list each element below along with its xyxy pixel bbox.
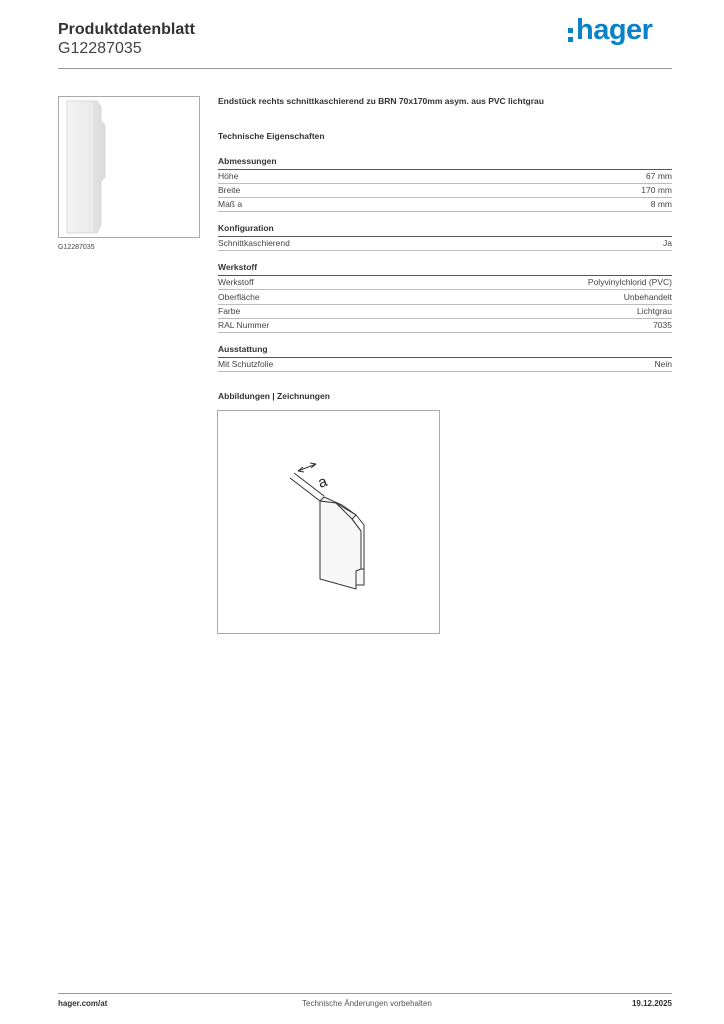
row-key: Schnittkaschierend bbox=[218, 238, 290, 248]
row-key: Werkstoff bbox=[218, 277, 254, 287]
product-description: Endstück rechts schnittkaschierend zu BRN 70x170mm asym. aus PVC lichtgrau bbox=[218, 96, 544, 106]
footer-website-link[interactable]: hager.com/at bbox=[58, 999, 108, 1008]
table-row bbox=[218, 291, 672, 305]
footer-disclaimer: Technische Änderungen vorbehalten bbox=[302, 999, 432, 1008]
row-value: Nein bbox=[654, 359, 672, 369]
row-value: Polyvinylchlorid (PVC) bbox=[587, 277, 672, 287]
row-value: Lichtgrau bbox=[637, 306, 672, 316]
hager-logo[interactable] bbox=[568, 14, 652, 48]
tech-heading: Technische Eigenschaften bbox=[218, 131, 325, 141]
dimension-label-a: a bbox=[315, 472, 330, 492]
product-image-caption: G12287035 bbox=[58, 244, 95, 251]
section-heading-konfiguration: Konfiguration bbox=[218, 223, 672, 237]
section-heading-werkstoff: Werkstoff bbox=[218, 262, 672, 276]
product-image bbox=[58, 96, 200, 238]
footer-divider bbox=[58, 993, 672, 994]
row-key: Farbe bbox=[218, 306, 241, 316]
end-cap-drawing-icon bbox=[218, 411, 439, 633]
page-title: Produktdatenblatt bbox=[58, 21, 195, 38]
row-key: Höhe bbox=[218, 171, 239, 181]
row-key: Oberfläche bbox=[218, 292, 260, 302]
table-row bbox=[218, 305, 672, 319]
row-key: RAL Nummer bbox=[218, 320, 270, 330]
table-row bbox=[218, 276, 672, 290]
article-number: G12287035 bbox=[58, 40, 142, 57]
row-value: Unbehandelt bbox=[623, 292, 672, 302]
section-heading-ausstattung: Ausstattung bbox=[218, 344, 672, 358]
table-row bbox=[218, 184, 672, 198]
table-row bbox=[218, 198, 672, 212]
drawings-heading: Abbildungen | Zeichnungen bbox=[218, 391, 330, 401]
table-row bbox=[218, 237, 672, 251]
end-cap-photo-icon bbox=[59, 97, 199, 237]
row-value: 67 mm bbox=[646, 171, 672, 181]
table-row bbox=[218, 358, 672, 372]
row-value: Ja bbox=[663, 238, 672, 248]
row-key: Mit Schutzfolie bbox=[218, 359, 274, 369]
row-value: 170 mm bbox=[641, 185, 672, 195]
header-divider bbox=[58, 68, 672, 69]
section-heading-abmessungen: Abmessungen bbox=[218, 156, 672, 170]
row-value: 7035 bbox=[653, 320, 672, 330]
table-row bbox=[218, 319, 672, 333]
logo-text: hager bbox=[576, 14, 653, 46]
logo-dots-icon bbox=[568, 14, 574, 48]
technical-drawing bbox=[217, 410, 440, 634]
row-key: Breite bbox=[218, 185, 241, 195]
table-row bbox=[218, 170, 672, 184]
footer-date: 19.12.2025 bbox=[631, 999, 672, 1008]
row-value: 8 mm bbox=[650, 199, 672, 209]
row-key: Maß a bbox=[218, 199, 243, 209]
